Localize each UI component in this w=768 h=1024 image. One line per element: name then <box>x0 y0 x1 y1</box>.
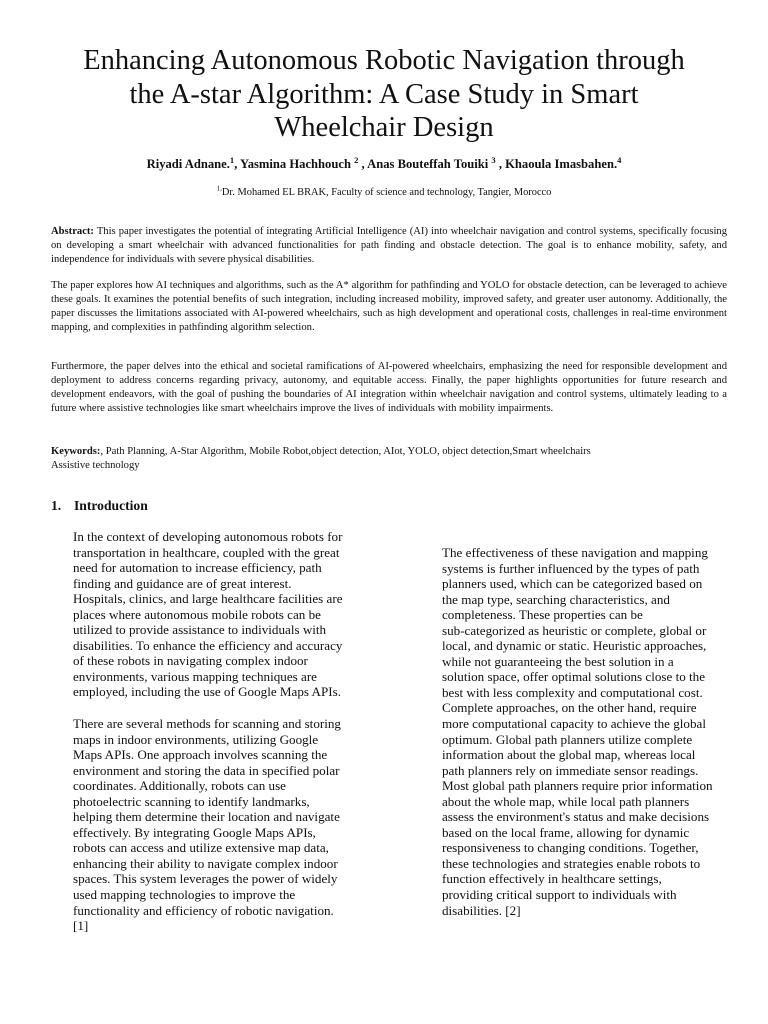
text-line: sub-categorized as heuristic or complete, global or <box>442 622 707 638</box>
text-line: utilized to provide assistance to individuals with <box>73 622 327 638</box>
section-number: 1. <box>51 498 62 513</box>
text-line: information about the global map, whereas local <box>442 747 696 763</box>
text-line: Hospitals, clinics, and large healthcare facilities are <box>73 591 343 607</box>
text-line: enhancing their ability to navigate complex indoor <box>73 855 338 871</box>
text-line: more computational capacity to achieve the global <box>442 716 706 732</box>
keywords-label: Keywords: <box>51 446 101 457</box>
author-list <box>40 156 728 173</box>
text-line: disabilities. To enhance the efficiency and accuracy <box>73 637 343 653</box>
text-line: helping them determine their location and navigate <box>73 809 340 825</box>
text-line: of these robots in navigating complex indoor <box>73 653 308 669</box>
title-line-2: the A-star Algorithm: A Case Study in Smart <box>129 78 639 110</box>
author-name: Anas Bouteffah Touiki <box>367 157 492 171</box>
text-line: while not guaranteeing the best solution in a <box>442 653 674 669</box>
author-separator: , <box>495 157 506 171</box>
text-line: employed, including the use of Google Maps APIs. <box>73 684 342 700</box>
text-line: robots can access and utilize extensive map data, <box>73 840 329 856</box>
paper-title <box>40 44 728 145</box>
text-line: [1] <box>73 918 89 934</box>
section-heading-introduction <box>51 497 148 515</box>
text-line: coordinates. Additionally, robots can use <box>73 778 286 794</box>
text-line: functionality and efficiency of robotic navigation. <box>73 902 334 918</box>
text-line: assess the environment's status and make decisions <box>442 809 710 825</box>
text-line: function effectively in healthcare settings, <box>442 871 662 887</box>
text-line: systems is further influenced by the types of path <box>442 560 700 576</box>
abstract-p3-text: Furthermore, the paper delves into the ethical and societal ramifications of AI-powered wheelchairs, emphasizing the need for responsible development and deployment to address concerns regarding privacy, autonomy, and equitable access. Finally, the paper highlights opportunities for future research and development endeavors, with the goal of pushing the boundaries of AI integration within wheelchair navigation and control systems, ultimately leading to a future where assistive technologies like smart wheelchairs improve the lives of individuals with mobility impairments. <box>51 361 727 414</box>
text-line: spaces. This system leverages the power of widely <box>73 871 338 887</box>
text-line: planners used, which can be categorized based on <box>442 576 703 592</box>
text-line: In the context of developing autonomous robots for <box>73 529 343 544</box>
text-line: these technologies and strategies enable robots to <box>442 855 701 871</box>
text-line: finding and guidance are of great interest. <box>73 575 292 591</box>
right-column <box>442 545 740 918</box>
text-line: environment and storing the data in specified polar <box>73 762 340 778</box>
text-line: optimum. Global path planners utilize complete <box>442 731 693 747</box>
author-name: Khaoula Imasbahen. <box>505 157 618 171</box>
abstract-paragraph-2 <box>51 279 727 335</box>
text-line: The effectiveness of these navigation and mapping <box>442 545 708 560</box>
keywords-line-2: Assistive technology <box>51 459 140 471</box>
text-line: Complete approaches, on the other hand, require <box>442 700 697 716</box>
author-name: Riyadi Adnane. <box>146 157 230 171</box>
author-affiliation-marker: 1 <box>229 154 235 165</box>
text-line: places where autonomous mobile robots can be <box>73 606 321 622</box>
affiliation-text: Dr. Mohamed EL BRAK, Faculty of science and technology, Tangier, Morocco <box>221 187 552 198</box>
text-line: maps in indoor environments, utilizing Google <box>73 731 319 747</box>
intro-paragraph-2 <box>73 716 371 934</box>
title-line-3: Wheelchair Design <box>274 112 494 143</box>
text-line: environments, various mapping techniques are <box>73 668 317 684</box>
text-line: responsiveness to changing conditions. Together, <box>442 840 699 856</box>
text-line: local, and dynamic or static. Heuristic approaches, <box>442 638 707 654</box>
text-line: used mapping technologies to improve the <box>73 887 296 903</box>
text-line: providing critical support to individuals with <box>442 887 677 903</box>
keywords-line-1: , Path Planning, A-Star Algorithm, Mobile Robot,object detection, AIot, YOLO, object detection,Smart wheelchairs <box>100 446 591 457</box>
title-line-1: Enhancing Autonomous Robotic Navigation through <box>83 45 685 76</box>
section-title: Introduction <box>74 498 148 513</box>
author-affiliation-marker: 3 <box>491 154 496 165</box>
abstract-label: Abstract: <box>51 226 94 237</box>
text-line: path planners rely on immediate sensor readings. <box>442 762 699 778</box>
affiliation <box>40 186 728 200</box>
text-line: based on the local frame, allowing for dynamic <box>442 824 690 840</box>
abstract-paragraph-1 <box>51 225 727 267</box>
text-line: photoelectric scanning to identify landmarks, <box>73 793 310 809</box>
text-line: disabilities. [2] <box>442 902 521 918</box>
text-line: There are several methods for scanning and storing <box>73 716 341 732</box>
author-separator: , <box>234 157 241 171</box>
text-line: effectively. By integrating Google Maps APIs, <box>73 824 316 840</box>
text-line: the map type, searching characteristics, and <box>442 591 670 607</box>
intro-paragraph-3 <box>442 545 740 918</box>
abstract-paragraph-3 <box>51 360 727 416</box>
intro-paragraph-1 <box>73 529 371 700</box>
left-column <box>73 529 371 934</box>
text-line: need for automation to increase efficiency, path <box>73 560 322 576</box>
text-line: transportation in healthcare, coupled with the great <box>73 544 340 560</box>
text-line: about the whole map, while local path planners <box>442 793 690 809</box>
abstract-p1-text: This paper investigates the potential of integrating Artificial Intelligence (AI) into wheelchair navigation and control systems, specifically focusing on developing a smart wheelchair with advanced functionalities for path finding and obstacle detection. The goal is to enhance mobility, safety, and independence for individuals with severe physical disabilities. <box>51 226 727 265</box>
keywords <box>51 445 727 473</box>
author-affiliation-marker: 4 <box>617 154 622 165</box>
text-line: solution space, offer optimal solutions close to the <box>442 669 706 685</box>
text-line: Most global path planners require prior information <box>442 778 713 794</box>
text-line: best with less complexity and computational cost. <box>442 684 703 700</box>
author-separator: , <box>358 157 368 171</box>
affiliation-marker: 1, <box>216 184 222 193</box>
text-line: completeness. These properties can be <box>442 607 643 623</box>
author-affiliation-marker: 2 <box>354 154 359 165</box>
text-line: Maps APIs. One approach involves scanning the <box>73 747 328 763</box>
author-name: Yasmina Hachhouch <box>240 157 355 171</box>
abstract-p2-text: The paper explores how AI techniques and algorithms, such as the A* algorithm for pathfinding and YOLO for obstacle detection, can be leveraged to achieve these goals. It examines the potential benefits of such integration, including increased mobility, improved safety, and greater user autonomy. Additionally, the paper discusses the limitations associated with AI-powered wheelchairs, such as high development and operational costs, challenges in real-time environment mapping, and complexities in pathfinding algorithm selection. <box>51 280 727 333</box>
